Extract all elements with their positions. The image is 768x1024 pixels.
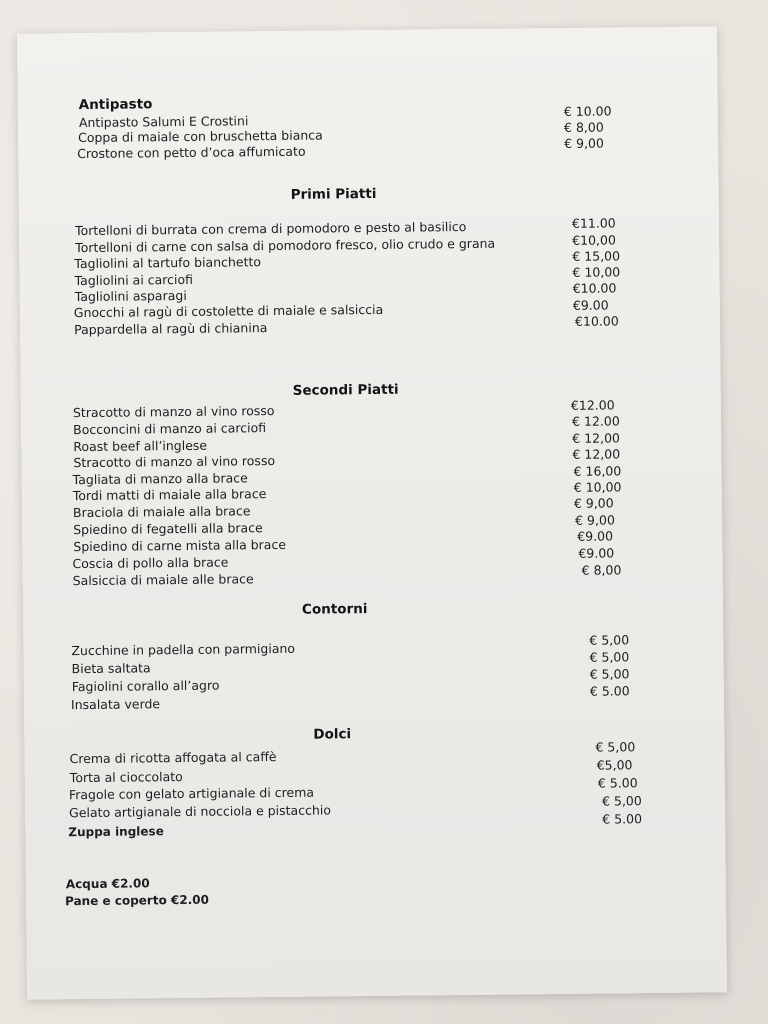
menu-item-price: € 5.00 [589,683,630,699]
menu-item-name: Spiedino di fegatelli alla brace [73,520,263,538]
menu-item-name: Tordi matti di maiale alla brace [72,486,267,504]
menu-item-name: Pappardella al ragù di chianina [73,320,268,338]
menu-item-name: Gnocchi al ragù di costolette di maiale e salsiccia [73,301,384,321]
menu-item-price: €12.00 [570,397,615,413]
section-title-primi: Primi Piatti [290,185,377,203]
menu-item-price: € 10,00 [572,264,621,280]
menu-item-price: € 5,00 [589,649,630,665]
menu-item-name: Stracotto di manzo al vino rosso [72,403,275,421]
menu-item-price: € 12,00 [572,446,621,462]
menu-item-price: € 5,00 [601,793,642,809]
menu-item-price: €9.00 [572,297,609,313]
menu-item-name: Braciola di maiale alla brace [72,503,251,521]
menu-item-name: Bieta saltata [71,660,151,677]
menu-item-name: Roast beef all’inglese [73,437,208,455]
menu-item-price: €10,00 [572,232,616,248]
section-title-contorni: Contorni [301,601,368,618]
menu-item-price: €10.00 [574,313,619,329]
menu-item-price: € 12,00 [572,430,621,446]
menu-sheet [17,26,727,999]
section-title-antipasto: Antipasto [78,96,153,114]
section-title-secondi: Secondi Piatti [292,381,399,399]
menu-item-name: Stracotto di manzo al vino rosso [73,453,276,471]
menu-item-name: Torta al cioccolato [69,768,183,786]
menu-item-price: € 5,00 [589,666,630,682]
menu-item-price: € 8,00 [581,562,622,578]
menu-item-name: Tagliolini asparagi [74,287,187,305]
menu-item-price: € 12.00 [571,413,620,429]
footer-acqua: Acqua €2.00 [65,876,150,892]
menu-item-name: Insalata verde [70,696,161,713]
menu-item-price: € 5.00 [602,811,643,827]
menu-item-price: €5,00 [596,757,633,773]
menu-item-price: € 16,00 [573,463,622,479]
menu-item-price: € 5,00 [589,632,630,648]
menu-item-name: Salsiccia di maiale alle brace [72,571,254,589]
menu-item-price: €10.00 [572,280,617,296]
menu-item-name: Bocconcini di manzo ai carciofi [73,420,267,438]
menu-item-name: Crema di ricotta affogata al caffè [69,749,277,767]
menu-item-name: Tagliolini ai carciofi [74,271,194,289]
menu-item-name: Zuppa inglese [68,824,164,840]
menu-item-price: € 15,00 [572,248,621,264]
menu-item-name: Tagliolini al tartufo bianchetto [74,254,262,272]
menu-item-name: Fagiolini corallo all’agro [71,677,220,695]
menu-item-price: € 9,00 [575,512,615,528]
menu-item-price: € 10,00 [573,479,622,495]
menu-item-name: Crostone con petto d’oca affumicato [77,143,306,162]
menu-item-price: € 9,00 [573,495,614,511]
menu-item-price: €9.00 [578,545,615,561]
footer-pane-coperto: Pane e coperto €2.00 [64,892,209,909]
menu-item-name: Tortelloni di burrata con crema di pomodoro e pesto al basilico [74,218,467,239]
menu-item-name: Coppa di maiale con bruschetta bianca [77,127,323,146]
menu-item-name: Tagliata di manzo alla brace [72,470,248,488]
menu-item-name: Spiedino di carne mista alla brace [73,536,287,555]
menu-item-price: €11.00 [571,215,616,231]
menu-item-name: Zucchine in padella con parmigiano [71,640,296,659]
menu-item-name: Gelato artigianale di nocciola e pistacchio [69,802,332,821]
menu-item-price: € 10.00 [563,103,612,119]
section-title-dolci: Dolci [313,726,352,743]
menu-item-name: Tortelloni di carne con salsa di pomodoro fresco, olio crudo e grana [75,235,496,256]
menu-item-price: € 5.00 [597,775,638,791]
menu-item-price: € 5,00 [595,739,636,755]
menu-item-name: Antipasto Salumi E Crostini [78,113,249,131]
menu-item-price: € 9,00 [564,135,604,151]
menu-item-price: € 8,00 [563,119,604,135]
menu-item-name: Coscia di pollo alla brace [72,554,229,572]
menu-item-name: Fragole con gelato artigianale di crema [68,784,315,803]
menu-item-price: €9.00 [577,528,614,544]
